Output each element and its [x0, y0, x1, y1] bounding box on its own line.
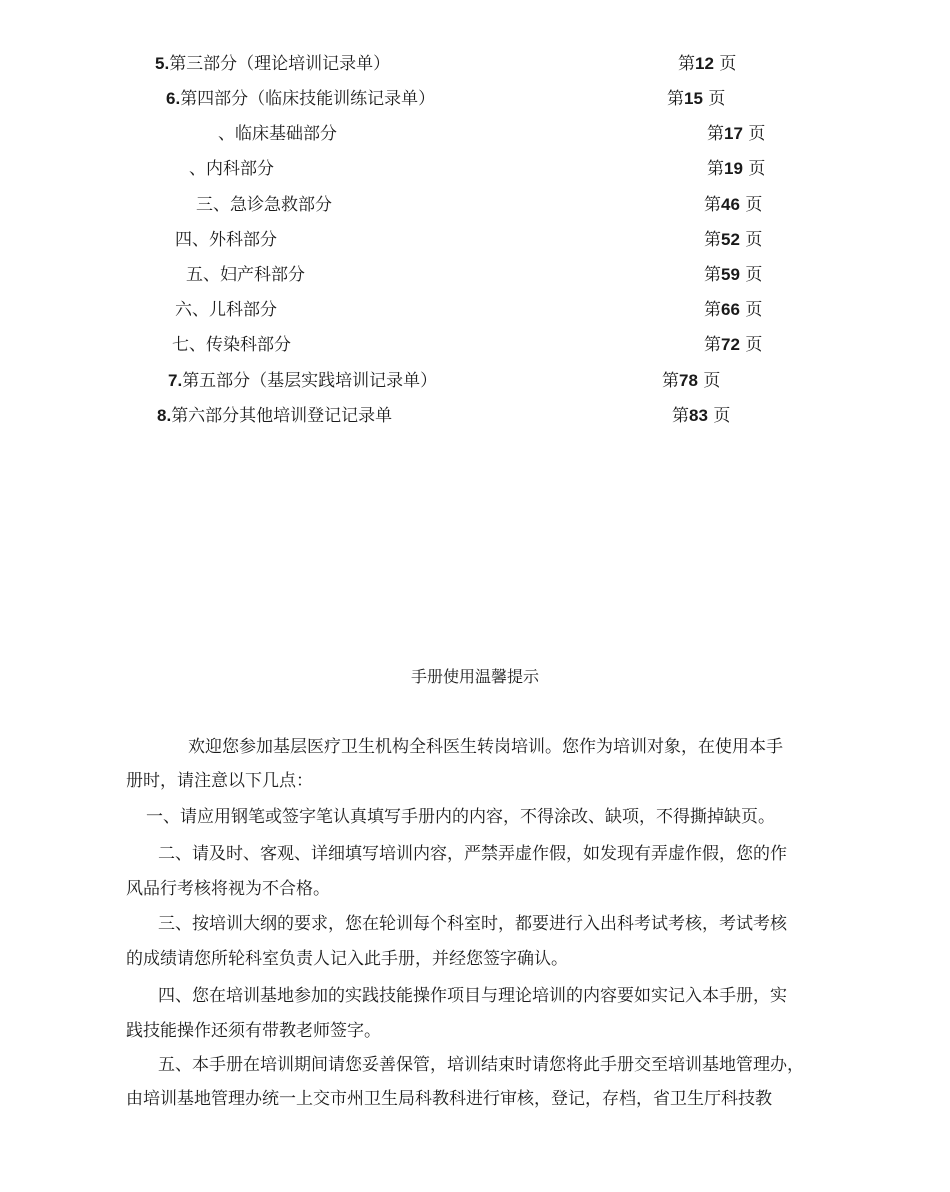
toc-page: 第83 页: [672, 406, 731, 426]
toc-title: 第六部分其他培训登记记录单: [171, 406, 393, 426]
toc-entry: [168, 370, 437, 392]
toc-page: 第15 页: [667, 89, 726, 109]
tips-line: 三、按培训大纲的要求，您在轮训每个科室时，都要进行入出科考试考核，考试考核: [158, 914, 787, 934]
tips-line: 践技能操作还须有带教老师签字。: [126, 1021, 381, 1041]
tips-line: 风品行考核将视为不合格。: [126, 879, 330, 899]
toc-page-number: 46: [721, 195, 740, 214]
toc-page: 第78 页: [662, 371, 721, 391]
toc-page-number: 83: [689, 406, 708, 425]
toc-number: 6.: [166, 89, 181, 108]
toc-page: 第52 页: [704, 230, 763, 250]
toc-page: 第59 页: [704, 265, 763, 285]
toc-page: 第72 页: [704, 335, 763, 355]
toc-page: 第19 页: [707, 159, 766, 179]
tips-line: 欢迎您参加基层医疗卫生机构全科医生转岗培训。您作为培训对象，在使用本手: [188, 737, 783, 757]
toc-page-number: 12: [695, 54, 714, 73]
tips-line: 一、请应用钢笔或签字笔认真填写手册内的内容，不得涂改、缺项，不得撕掉缺页。: [146, 807, 775, 827]
toc-entry: [166, 88, 435, 110]
toc-page-number: 59: [721, 265, 740, 284]
tips-line: 由培训基地管理办统一上交市州卫生局科教科进行审核，登记，存档，省卫生厅科技教: [126, 1089, 772, 1109]
toc-title: 七、传染科部分: [172, 335, 291, 355]
toc-title: 四、外科部分: [175, 230, 277, 250]
toc-title: 三、急诊急救部分: [196, 195, 332, 215]
toc-page-number: 78: [679, 371, 698, 390]
toc-title: 六、儿科部分: [175, 300, 277, 320]
toc-number: 7.: [168, 371, 183, 390]
toc-page-number: 66: [721, 300, 740, 319]
toc-page: 第46 页: [704, 195, 763, 215]
toc-page-number: 17: [724, 124, 743, 143]
toc-title: 第三部分（理论培训记录单）: [169, 54, 391, 74]
toc-page: 第12 页: [678, 54, 737, 74]
toc-page-number: 72: [721, 335, 740, 354]
toc-title: 、临床基础部分: [218, 124, 337, 144]
toc-number: 5.: [155, 54, 170, 73]
toc-entry: [196, 194, 332, 216]
toc-page: 第17 页: [707, 124, 766, 144]
toc-page-number: 19: [724, 159, 743, 178]
tips-heading: 手册使用温馨提示: [410, 667, 539, 686]
toc-entry: [189, 158, 274, 180]
toc-entry: [186, 264, 305, 286]
tips-line: 五、本手册在培训期间请您妥善保管，培训结束时请您将此手册交至培训基地管理办，: [158, 1055, 804, 1075]
tips-line: 二、请及时、客观、详细填写培训内容，严禁弄虚作假，如发现有弄虚作假，您的作: [158, 844, 787, 864]
toc-title: 、内科部分: [189, 159, 274, 179]
toc-entry: [172, 334, 291, 356]
toc-number: 8.: [157, 406, 172, 425]
toc-entry: [157, 405, 392, 427]
toc-page-number: 52: [721, 230, 740, 249]
tips-line: 的成绩请您所轮科室负责人记入此手册，并经您签字确认。: [126, 949, 568, 969]
toc-entry: [155, 53, 390, 75]
toc-page: 第66 页: [704, 300, 763, 320]
tips-line: 四、您在培训基地参加的实践技能操作项目与理论培训的内容要如实记入本手册，实: [158, 986, 787, 1006]
toc-page-number: 15: [684, 89, 703, 108]
toc-entry: [175, 299, 277, 321]
toc-title: 五、妇产科部分: [186, 265, 305, 285]
toc-title: 第五部分（基层实践培训记录单）: [182, 371, 438, 391]
toc-entry: [175, 229, 277, 251]
toc-entry: [218, 123, 337, 145]
toc-title: 第四部分（临床技能训练记录单）: [180, 89, 436, 109]
tips-line: 册时，请注意以下几点：: [126, 771, 313, 791]
